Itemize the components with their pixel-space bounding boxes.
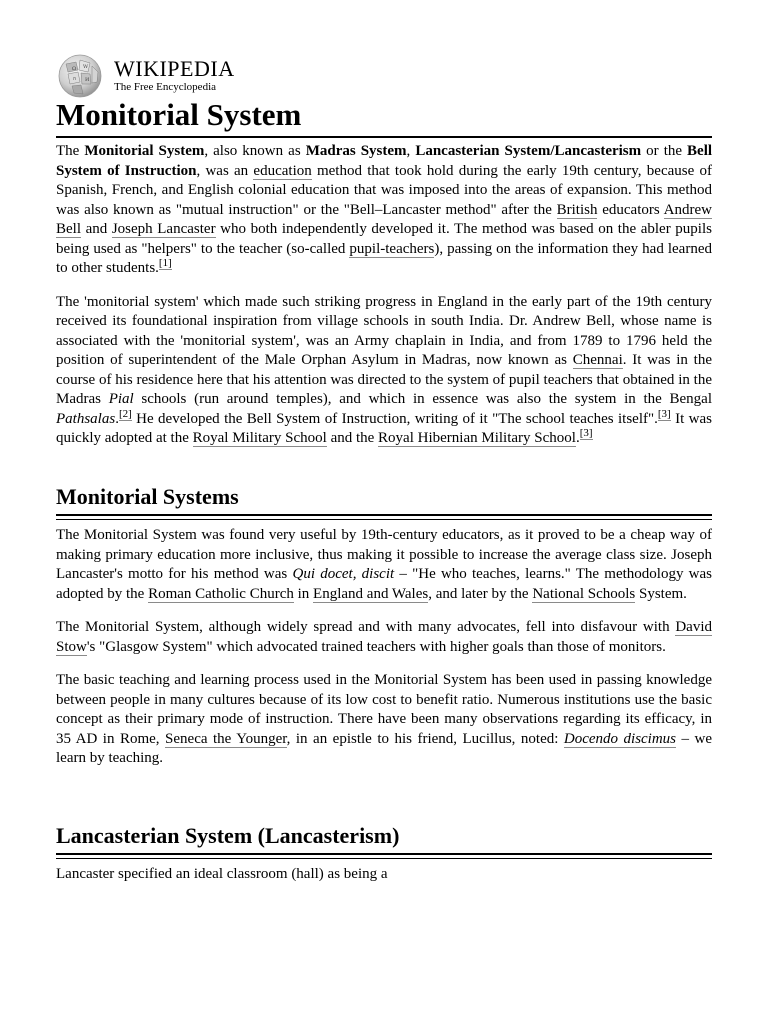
wikipedia-logo[interactable] xyxy=(56,54,235,98)
section-heading-lancasterian-system: Lancasterian System (Lancasterism) xyxy=(56,822,712,855)
link-royal-military-school[interactable]: Royal Military School xyxy=(192,430,327,446)
text: educators xyxy=(597,201,664,218)
section1-paragraph-3 xyxy=(56,671,712,769)
text: – "He who teaches, learns." The methodology was adopted by the xyxy=(56,566,713,602)
link-education[interactable]: education xyxy=(253,162,312,179)
text: . xyxy=(115,410,119,427)
text: . xyxy=(575,430,580,446)
link-david-stow[interactable]: David Stow xyxy=(56,619,712,655)
intro-section xyxy=(56,142,712,449)
text: and xyxy=(81,221,112,237)
text: , xyxy=(406,143,416,159)
link-chennai[interactable]: Chennai xyxy=(572,352,623,368)
text: schools (run around temples), and which in essence was also the system in the Bengal xyxy=(133,391,712,407)
text: , in an epistle to his friend, Lucillus, noted: xyxy=(286,730,564,747)
link-andrew-bell[interactable]: Andrew Bell xyxy=(56,201,712,237)
bold-term: Madras System xyxy=(305,143,407,159)
text: 's "Glasgow System" which advocated trained teachers with higher goals than those of monitors. xyxy=(86,638,666,655)
text: method that took hold during the early 19th century, because of Spanish, French, and English colonial education that was imposed into the areas of expansion. This method was also known as "mutual instruction" or the "Bell–Lancaster method" after the xyxy=(56,162,712,218)
monitorial-systems-section xyxy=(56,526,712,769)
text: The 'monitorial system' which made such striking progress in England in the early part of the 19th century received its foundational inspiration from village schools in south India. Dr. Andrew Bell, whose name is associated with the 'monitorial system', was an Army chaplain in India, and from 1789 to 1796 held the position of superintendent of the Male Orphan Asylum in Madras, now known as xyxy=(56,293,712,368)
svg-text:И: И xyxy=(85,77,90,83)
text: The Monitorial System was found very useful by 19th-century educators, as it proved to be a cheap way of making primary education more inclusive, thus making it possible to increase the average class size. Joseph Lancaster's motto for his method was xyxy=(56,527,712,582)
text: , was an xyxy=(196,162,254,179)
intro-paragraph-2 xyxy=(56,293,712,449)
svg-text:ก: ก xyxy=(73,76,77,82)
italic-motto: Qui docet, discit xyxy=(292,566,395,582)
text: He developed the Bell System of Instruction, writing of it "The school teaches itself". xyxy=(131,410,658,427)
section-heading-monitorial-systems: Monitorial Systems xyxy=(56,483,712,516)
bold-term: Monitorial System xyxy=(84,143,205,159)
link-royal-hibernian-military-school[interactable]: Royal Hibernian Military School xyxy=(378,430,576,446)
section2-paragraph-1: Lancaster specified an ideal classroom (hall) as being a xyxy=(56,866,388,882)
link-england-and-wales[interactable]: England and Wales xyxy=(313,585,429,602)
text: System. xyxy=(635,585,687,602)
text: The basic teaching and learning process used in the Monitorial System has been used in passing knowledge between people in many cultures because of its low cost to benefit ratio. Numerous institutions use the basic concept as their primary mode of instruction. There have been many observations regarding its efficacy, in 35 AD in Rome, xyxy=(56,672,712,747)
text: and the xyxy=(326,430,379,446)
reference-link[interactable]: [1] xyxy=(158,257,172,269)
bold-term: Bell System of Instruction xyxy=(56,143,713,179)
link-joseph-lancaster[interactable]: Joseph Lancaster xyxy=(111,221,216,237)
intro-paragraph-1 xyxy=(56,142,712,279)
wordmark-title: WIKIPEDIA xyxy=(114,56,235,81)
text: The Monitorial System, although widely spread and with many advocates, fell into disfavour with xyxy=(56,619,676,635)
text: , and later by the xyxy=(428,585,533,602)
page-title: Monitorial System xyxy=(56,96,712,138)
puzzle-globe-icon xyxy=(56,54,104,98)
text: , also known as xyxy=(204,143,306,159)
link-british[interactable]: British xyxy=(556,201,598,218)
text: or the xyxy=(641,143,688,159)
text: who both independently developed it. The method was based on the abler pupils being used as "helpers" to the teacher (so-called xyxy=(56,221,712,257)
bold-term: Lancasterian System/Lancasterism xyxy=(415,143,642,159)
reference-link[interactable]: [3] xyxy=(657,407,671,420)
link-seneca-the-younger[interactable]: Seneca the Younger xyxy=(165,730,287,747)
text: The xyxy=(56,143,85,159)
reference-link[interactable]: [2] xyxy=(118,407,132,420)
italic-term: Pathsalas xyxy=(56,410,116,427)
lancasterian-section xyxy=(56,865,712,885)
text: . It was in the course of his residence here that his attention was directed to the system of pupil teachers that obtained in the Madras xyxy=(56,352,712,407)
svg-text:W: W xyxy=(83,64,89,70)
text: in xyxy=(293,585,314,602)
svg-text:Ω: Ω xyxy=(72,66,77,72)
link-roman-catholic-church[interactable]: Roman Catholic Church xyxy=(148,585,294,602)
reference-link[interactable]: [3] xyxy=(579,427,593,439)
link-docendo-discimus[interactable]: Docendo discimus xyxy=(563,730,677,747)
wordmark-tagline: The Free Encyclopedia xyxy=(114,81,217,93)
link-pupil-teachers[interactable]: pupil-teachers xyxy=(349,240,435,257)
link-national-schools[interactable]: National Schools xyxy=(532,585,636,602)
section1-paragraph-1 xyxy=(56,526,712,604)
wordmark xyxy=(114,58,235,94)
text: ), passing on the information they had learned to other students. xyxy=(56,240,712,276)
text: It was quickly adopted at the xyxy=(56,410,712,446)
section1-paragraph-2 xyxy=(56,618,712,657)
text: – we learn by teaching. xyxy=(56,730,712,766)
italic-term: Pial xyxy=(108,391,134,407)
